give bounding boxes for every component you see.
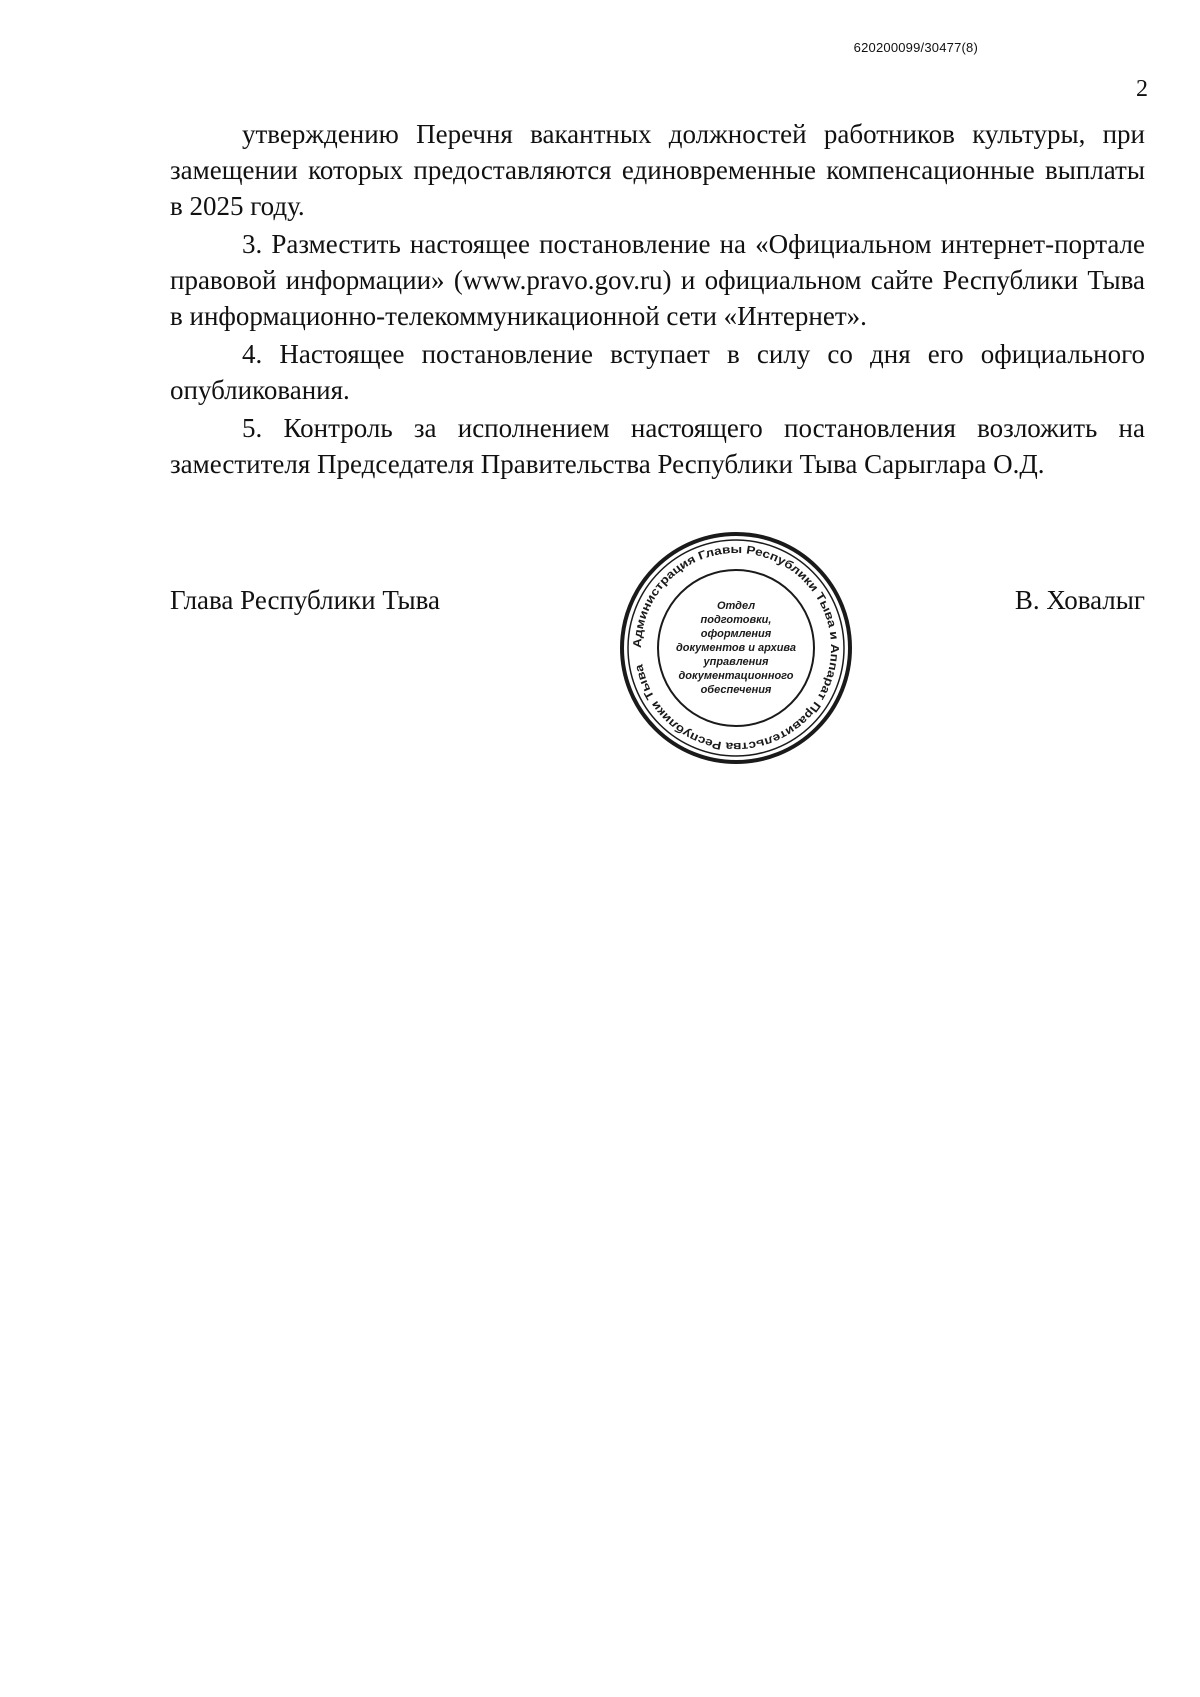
seal-line: документационного bbox=[678, 670, 794, 682]
seal-center-text bbox=[676, 600, 796, 696]
paragraph-3: 3. Разместить настоящее постановление на «Официальном интернет-портале правовой информации» (www.pravo.gov.ru) и официальном сайте Республики Тыва в информационно-телекоммуникационной сети «Интернет». bbox=[170, 229, 1145, 331]
seal-line: обеспечения bbox=[700, 684, 772, 696]
document-id: 620200099/30477(8) bbox=[853, 40, 978, 55]
page-number: 2 bbox=[1136, 76, 1148, 102]
document-body bbox=[170, 116, 1145, 482]
seal-line: документов и архива bbox=[675, 642, 797, 654]
official-seal bbox=[618, 530, 854, 766]
paragraph-continuation: утверждению Перечня вакантных должностей работников культуры, при замещении которых предоставляются единовременные компенсационные выплаты в 2025 году. bbox=[170, 119, 1145, 221]
seal-line: Отдел bbox=[716, 600, 756, 612]
seal-line: оформления bbox=[700, 628, 772, 640]
seal-graphic bbox=[618, 530, 854, 766]
signatory-position: Глава Республики Тыва bbox=[170, 585, 441, 615]
paragraph-4: 4. Настоящее постановление вступает в силу со дня его официального опубликования. bbox=[170, 339, 1145, 405]
seal-line: управления bbox=[703, 656, 769, 668]
signatory-name: В. Ховалыг bbox=[1014, 585, 1145, 615]
paragraph-5: 5. Контроль за исполнением настоящего постановления возложить на заместителя Председателя Правительства Республики Тыва Сарыглара О.Д. bbox=[170, 413, 1145, 479]
seal-ring-text: Администрация Главы Республики Тыва и Аппарат Правительства Республики Тыва bbox=[631, 543, 841, 753]
seal-line: подготовки, bbox=[700, 614, 772, 626]
